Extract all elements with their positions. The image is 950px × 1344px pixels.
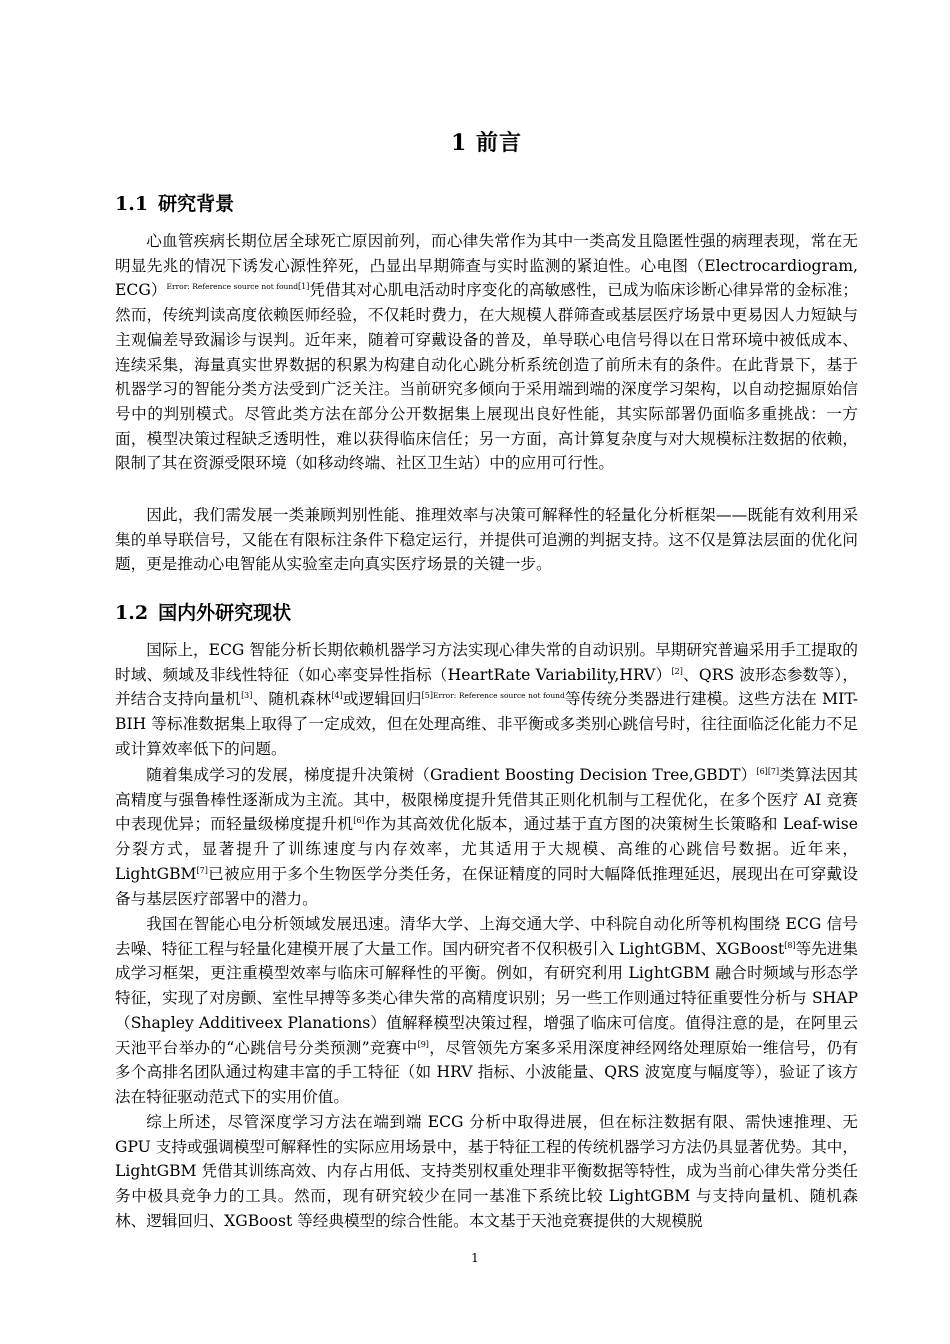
- citation-8[interactable]: [8]: [784, 940, 796, 950]
- paragraph: [115, 1110, 858, 1234]
- section-heading-1-2: [115, 599, 858, 627]
- paragraph: [115, 503, 858, 577]
- citation-7[interactable]: [7]: [196, 865, 208, 875]
- citation-2[interactable]: [2]: [671, 666, 683, 676]
- section-number: 1.2: [115, 602, 149, 624]
- text-run: 因此，我们需发展一类兼顾判别性能、推理效率与决策可解释性的轻量化分析框架——既能有效利用采集的单导联信号，又能在有限标注条件下稳定运行，并提供可追溯的判据支持。这不仅是算法层面的优化问题，更是推动心电智能从实验室走向真实医疗场景的关键一步。: [115, 506, 858, 574]
- reference-error: Error: Reference source not found: [433, 691, 565, 701]
- paragraph: [115, 763, 858, 911]
- text-run: 已被应用于多个生物医学分类任务，在保证精度的同时大幅降低推理延迟，展现出在可穿戴设备与基层医疗部署中的潜力。: [115, 864, 858, 908]
- paragraph: [115, 912, 858, 1110]
- text-run: 、QRS 波形态参数等），并结合支持向量机: [115, 665, 858, 709]
- text-run: 随着集成学习的发展，梯度提升决策树（Gradient Boosting Decision Tree,GBDT）: [146, 766, 757, 784]
- text-run: 我国在智能心电分析领域发展迅速。清华大学、上海交通大学、中科院自动化所等机构围绕 ECG 信号去噪、特征工程与轻量化建模开展了大量工作。国内研究者不仅积极引入 LightGBM、XGBoost: [115, 915, 858, 958]
- text-run: 凭借其对心肌电活动时序变化的高敏感性，已成为临床诊断心律异常的金标准；然而，传统判读高度依赖医师经验，不仅耗时费力，在大规模人群筛查或基层医疗场景中更易因人力短缺与主观偏差导致漏诊与误判。近年来，随着可穿戴设备的普及，单导联心电信号得以在日常环境中被低成本、连续采集，海量真实世界数据的积累为构建自动化心跳分析系统创造了前所未有的条件。在此背景下，基于机器学习的智能分类方法受到广泛关注。当前研究多倾向于采用端到端的深度学习架构，以自动挖掘原始信号中的判别模式。尽管此类方法在部分公开数据集上展现出良好性能，其实际部署仍面临多重挑战：一方面，模型决策过程缺乏透明性，难以获得临床信任；另一方面，高计算复杂度与对大规模标注数据的依赖，限制了其在资源受限环境（如移动终端、社区卫生站）中的应用可行性。: [115, 281, 858, 473]
- citation-1[interactable]: [1]: [298, 282, 310, 292]
- section-title: 研究背景: [158, 193, 235, 215]
- text-run: 、随机森林: [252, 690, 332, 709]
- citation-6[interactable]: [6]: [353, 816, 365, 826]
- text-run: 类算法因其高精度与强鲁棒性逐渐成为主流。其中，极限梯度提升凭借其正则化机制与工程优化，在多个医疗 AI 竞赛中表现优异；而轻量级梯度提升机: [115, 766, 858, 834]
- text-run: 心血管疾病长期位居全球死亡原因前列，而心律失常作为其中一类高发且隐匿性强的病理表现，常在无明显先兆的情况下诱发心源性猝死，凸显出早期筛查与实时监测的紧迫性。心电图（Electrocardiogram, ECG）: [115, 232, 858, 300]
- reference-error: Error: Reference source not found: [166, 282, 298, 292]
- text-run: ，尽管领先方案多采用深度神经网络处理原始一维信号，仍有多个高排名团队通过构建丰富的手工特征（如 HRV 指标、小波能量、QRS 波宽度与幅度等），验证了该方法在特征驱动范式下的实用价值。: [115, 1038, 858, 1106]
- citation-5[interactable]: [5]: [421, 691, 433, 701]
- paragraph: [115, 229, 858, 476]
- citation-7[interactable]: [7]: [767, 767, 780, 776]
- section-number: 1.1: [115, 193, 149, 215]
- text-run: 或逻辑回归: [342, 690, 422, 709]
- citation-6[interactable]: [6]: [756, 767, 768, 776]
- paragraph: [115, 638, 858, 762]
- text-run: 等传统分类器进行建模。这些方法在 MIT-BIH 等标准数据集上取得了一定成效，但在处理高维、非平衡或多类别心跳信号时，往往面临泛化能力不足或计算效率低下的问题。: [115, 690, 858, 758]
- citation-4[interactable]: [4]: [331, 691, 343, 701]
- section-title: 国内外研究现状: [158, 602, 292, 624]
- citation-3[interactable]: [3]: [241, 691, 253, 701]
- citation-9[interactable]: [9]: [417, 1039, 429, 1049]
- text-run: 作为其高效优化版本，通过基于直方图的决策树生长策略和 Leaf-wise 分裂方式，显著提升了训练速度与内存效率，尤其适用于大规模、高维的心跳信号数据。近年来，LightGBM: [115, 815, 858, 883]
- section-heading-1-1: [115, 190, 858, 218]
- text-run: 国际上，ECG 智能分析长期依赖机器学习方法实现心律失常的自动识别。早期研究普遍采用手工提取的时域、频域及非线性特征（如心率变异性指标（HeartRate Variability,HRV）: [115, 641, 858, 684]
- text-run: 综上所述，尽管深度学习方法在端到端 ECG 分析中取得进展，但在标注数据有限、需快速推理、无 GPU 支持或强调模型可解释性的实际应用场景中，基于特征工程的传统机器学习方法仍具显著优势。其中，LightGBM 凭借其训练高效、内存占用低、支持类别权重处理非平衡数据等特性，成为当前心律失常分类任务中极具竞争力的工具。然而，现有研究较少在同一基准下系统比较 LightGBM 与支持向量机、随机森林、逻辑回归、XGBoost 等经典模型的综合性能。本文基于天池竞赛提供的大规模脱: [115, 1113, 858, 1230]
- chapter-title: 1 前言: [451, 130, 522, 156]
- page-number: 1: [471, 1251, 479, 1265]
- text-run: 等先进集成学习框架，更注重模型效率与临床可解释性的平衡。例如，有研究利用 LightGBM 融合时频域与形态学特征，实现了对房颤、室性早搏等多类心律失常的高精度识别；另一些工作则通过特征重要性分析与 SHAP（Shapley Additiveex Planations）值解释模型决策过程，增强了临床可信度。值得注意的是，在阿里云天池平台举办的“心跳信号分类预测”竞赛中: [115, 939, 858, 1057]
